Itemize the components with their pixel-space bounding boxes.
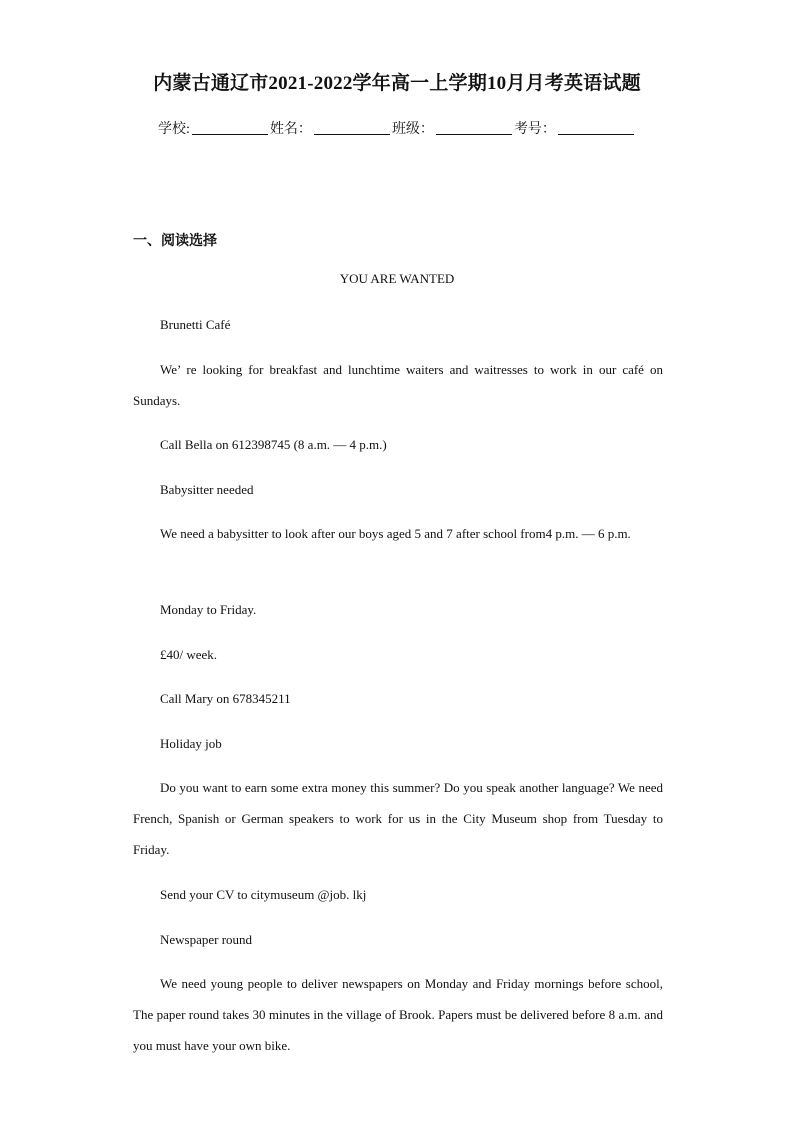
school-blank (192, 120, 268, 135)
ad-contact-babysitter: Call Mary on 678345211 (160, 691, 291, 706)
ad-heading-holiday-job: Holiday job (160, 736, 222, 751)
exam-number-blank (558, 120, 634, 135)
section-heading: 一、阅读选择 (133, 234, 217, 249)
class-blank (436, 120, 512, 135)
ad-heading-babysitter: Babysitter needed (160, 482, 254, 497)
class-label: 班级： (391, 122, 434, 137)
name-blank (314, 120, 390, 135)
ad-days-babysitter: Monday to Friday. (160, 602, 257, 617)
ad-body-cafe: We’ re looking for breakfast and lunchtime waiters and waitresses to work in our café on Sundays. (133, 362, 663, 408)
ad-contact-holiday-job: Send your CV to citymuseum @job. lkj (160, 887, 367, 902)
exam-title: 内蒙古通辽市2021-2022学年高一上学期10月月考英语试题 (153, 73, 641, 94)
school-label: 学校: (158, 122, 190, 137)
student-info-line (0, 118, 794, 138)
exam-number-label: 考号： (513, 122, 556, 137)
ad-heading-newspaper: Newspaper round (160, 932, 253, 947)
ad-pay-babysitter: £40/ week. (160, 647, 218, 662)
ad-contact-cafe: Call Bella on 612398745 (8 a.m. — 4 p.m.) (160, 437, 387, 452)
passage-title: YOU ARE WANTED (339, 271, 455, 286)
ad-body-newspaper: We need young people to deliver newspapers on Monday and Friday mornings before school, The paper round takes 30 minutes in the village of Brook. Papers must be delivered before 8 a.m. and you must have your own bike. (133, 976, 663, 1053)
ad-heading-cafe: Brunetti Café (160, 317, 231, 332)
ad-body-holiday-job: Do you want to earn some extra money this summer? Do you speak another language? We need French, Spanish or German speakers to work for us in the City Museum shop from Tuesday to Friday. (133, 780, 663, 857)
ad-body-babysitter: We need a babysitter to look after our boys aged 5 and 7 after school from4 p.m. — 6 p.m. (160, 526, 631, 541)
name-label: 姓名： (269, 122, 312, 137)
